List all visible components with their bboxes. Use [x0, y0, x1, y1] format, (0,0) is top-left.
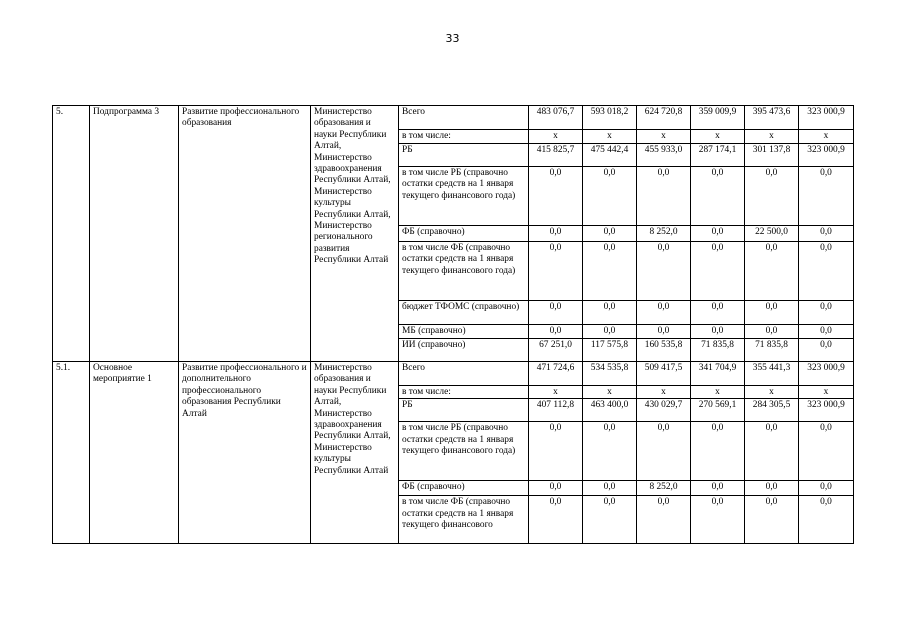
value-cell-year-6: 0,0 — [799, 339, 854, 362]
value-cell-year-3: 0,0 — [637, 422, 691, 481]
value-cell-year-1: 0,0 — [529, 167, 583, 226]
value-cell-year-4: 0,0 — [691, 226, 745, 242]
value-cell-year-2: 0,0 — [583, 242, 637, 301]
value-cell-year-3: 455 933,0 — [637, 144, 691, 167]
value-cell-year-5: 0,0 — [745, 167, 799, 226]
value-cell-year-2: 475 442,4 — [583, 144, 637, 167]
value-cell-year-5: 301 137,8 — [745, 144, 799, 167]
value-cell-year-4: 0,0 — [691, 325, 745, 339]
value-cell-year-5: 22 500,0 — [745, 226, 799, 242]
funding-source-cell: в том числе: — [399, 386, 529, 399]
funding-source-cell: ФБ (справочно) — [399, 226, 529, 242]
value-cell-year-1: 67 251,0 — [529, 339, 583, 362]
value-cell-year-4: 359 009,9 — [691, 106, 745, 130]
value-cell-year-5: 0,0 — [745, 496, 799, 544]
value-cell-year-6: 0,0 — [799, 167, 854, 226]
value-cell-year-1: 0,0 — [529, 242, 583, 301]
funding-source-cell: РБ — [399, 144, 529, 167]
value-cell-year-4: 0,0 — [691, 242, 745, 301]
value-cell-year-3: 8 252,0 — [637, 226, 691, 242]
value-cell-year-4: 0,0 — [691, 422, 745, 481]
value-cell-year-1: 0,0 — [529, 325, 583, 339]
value-cell-year-1: х — [529, 130, 583, 144]
value-cell-year-1: 0,0 — [529, 301, 583, 325]
funding-source-cell: ИИ (справочно) — [399, 339, 529, 362]
row-number-cell: 5. — [53, 106, 90, 362]
value-cell-year-2: 0,0 — [583, 301, 637, 325]
value-cell-year-4: 0,0 — [691, 301, 745, 325]
value-cell-year-6: х — [799, 130, 854, 144]
value-cell-year-2: 0,0 — [583, 496, 637, 544]
value-cell-year-1: 415 825,7 — [529, 144, 583, 167]
value-cell-year-5: 355 441,3 — [745, 362, 799, 386]
value-cell-year-2: 0,0 — [583, 481, 637, 496]
executor-cell: Министерство образования и науки Республики Алтай, Министерство здравоохранения Республики Алтай, Министерство культуры Республики Алтай, Министерство регионального развития Республики Алтай — [311, 106, 399, 362]
value-cell-year-2: 0,0 — [583, 422, 637, 481]
value-cell-year-1: 0,0 — [529, 481, 583, 496]
funding-table — [52, 105, 854, 544]
value-cell-year-2: 463 400,0 — [583, 399, 637, 422]
value-cell-year-5: 395 473,6 — [745, 106, 799, 130]
value-cell-year-5: 0,0 — [745, 422, 799, 481]
program-kind-cell: Подпрограмма 3 — [90, 106, 179, 362]
value-cell-year-5: 0,0 — [745, 481, 799, 496]
value-cell-year-2: 534 535,8 — [583, 362, 637, 386]
table-row — [53, 362, 854, 386]
funding-source-cell: Всего — [399, 106, 529, 130]
funding-source-cell: в том числе РБ (справочно остатки средств на 1 января текущего финансового года) — [399, 167, 529, 226]
value-cell-year-4: х — [691, 130, 745, 144]
value-cell-year-1: 471 724,6 — [529, 362, 583, 386]
value-cell-year-3: х — [637, 130, 691, 144]
funding-source-cell: в том числе ФБ (справочно остатки средств на 1 января текущего финансового — [399, 496, 529, 544]
value-cell-year-3: 509 417,5 — [637, 362, 691, 386]
value-cell-year-3: 0,0 — [637, 496, 691, 544]
value-cell-year-2: 0,0 — [583, 226, 637, 242]
value-cell-year-3: 0,0 — [637, 325, 691, 339]
funding-source-cell: в том числе РБ (справочно остатки средств на 1 января текущего финансового года) — [399, 422, 529, 481]
value-cell-year-6: 0,0 — [799, 226, 854, 242]
value-cell-year-4: 341 704,9 — [691, 362, 745, 386]
value-cell-year-5: 0,0 — [745, 242, 799, 301]
value-cell-year-6: 323 000,9 — [799, 362, 854, 386]
value-cell-year-6: 0,0 — [799, 301, 854, 325]
value-cell-year-1: 0,0 — [529, 422, 583, 481]
funding-source-cell: в том числе ФБ (справочно остатки средств на 1 января текущего финансового года) — [399, 242, 529, 301]
value-cell-year-4: 0,0 — [691, 481, 745, 496]
value-cell-year-5: х — [745, 386, 799, 399]
value-cell-year-4: 287 174,1 — [691, 144, 745, 167]
value-cell-year-3: 0,0 — [637, 167, 691, 226]
value-cell-year-4: 71 835,8 — [691, 339, 745, 362]
value-cell-year-6: 0,0 — [799, 481, 854, 496]
value-cell-year-3: 0,0 — [637, 301, 691, 325]
value-cell-year-6: 0,0 — [799, 422, 854, 481]
program-name-cell: Развитие профессионального и дополнительного профессионального образования Республики Алтай — [179, 362, 311, 544]
funding-source-cell: РБ — [399, 399, 529, 422]
value-cell-year-6: х — [799, 386, 854, 399]
value-cell-year-4: х — [691, 386, 745, 399]
value-cell-year-6: 323 000,9 — [799, 106, 854, 130]
value-cell-year-1: 407 112,8 — [529, 399, 583, 422]
value-cell-year-2: 0,0 — [583, 167, 637, 226]
value-cell-year-6: 323 000,9 — [799, 399, 854, 422]
value-cell-year-6: 323 000,9 — [799, 144, 854, 167]
value-cell-year-4: 270 569,1 — [691, 399, 745, 422]
value-cell-year-3: 160 535,8 — [637, 339, 691, 362]
row-number-cell: 5.1. — [53, 362, 90, 544]
value-cell-year-6: 0,0 — [799, 496, 854, 544]
value-cell-year-3: х — [637, 386, 691, 399]
funding-source-cell: Всего — [399, 362, 529, 386]
page-number: 33 — [445, 32, 460, 45]
value-cell-year-1: 483 076,7 — [529, 106, 583, 130]
value-cell-year-3: 624 720,8 — [637, 106, 691, 130]
executor-cell: Министерство образования и науки Республики Алтай, Министерство здравоохранения Республики Алтай, Министерство культуры Республики Алтай — [311, 362, 399, 544]
value-cell-year-3: 0,0 — [637, 242, 691, 301]
value-cell-year-5: 284 305,5 — [745, 399, 799, 422]
value-cell-year-6: 0,0 — [799, 242, 854, 301]
value-cell-year-5: 71 835,8 — [745, 339, 799, 362]
value-cell-year-5: 0,0 — [745, 325, 799, 339]
value-cell-year-5: 0,0 — [745, 301, 799, 325]
value-cell-year-2: х — [583, 386, 637, 399]
value-cell-year-4: 0,0 — [691, 167, 745, 226]
funding-source-cell: в том числе: — [399, 130, 529, 144]
funding-source-cell: бюджет ТФОМС (справочно) — [399, 301, 529, 325]
program-name-cell: Развитие профессионального образования — [179, 106, 311, 362]
value-cell-year-1: 0,0 — [529, 226, 583, 242]
value-cell-year-3: 430 029,7 — [637, 399, 691, 422]
value-cell-year-6: 0,0 — [799, 325, 854, 339]
value-cell-year-4: 0,0 — [691, 496, 745, 544]
value-cell-year-3: 8 252,0 — [637, 481, 691, 496]
value-cell-year-2: 0,0 — [583, 325, 637, 339]
funding-source-cell: ФБ (справочно) — [399, 481, 529, 496]
value-cell-year-1: х — [529, 386, 583, 399]
program-kind-cell: Основное мероприятие 1 — [90, 362, 179, 544]
value-cell-year-2: 593 018,2 — [583, 106, 637, 130]
value-cell-year-5: х — [745, 130, 799, 144]
value-cell-year-2: 117 575,8 — [583, 339, 637, 362]
value-cell-year-1: 0,0 — [529, 496, 583, 544]
value-cell-year-2: х — [583, 130, 637, 144]
table-row — [53, 106, 854, 130]
funding-source-cell: МБ (справочно) — [399, 325, 529, 339]
